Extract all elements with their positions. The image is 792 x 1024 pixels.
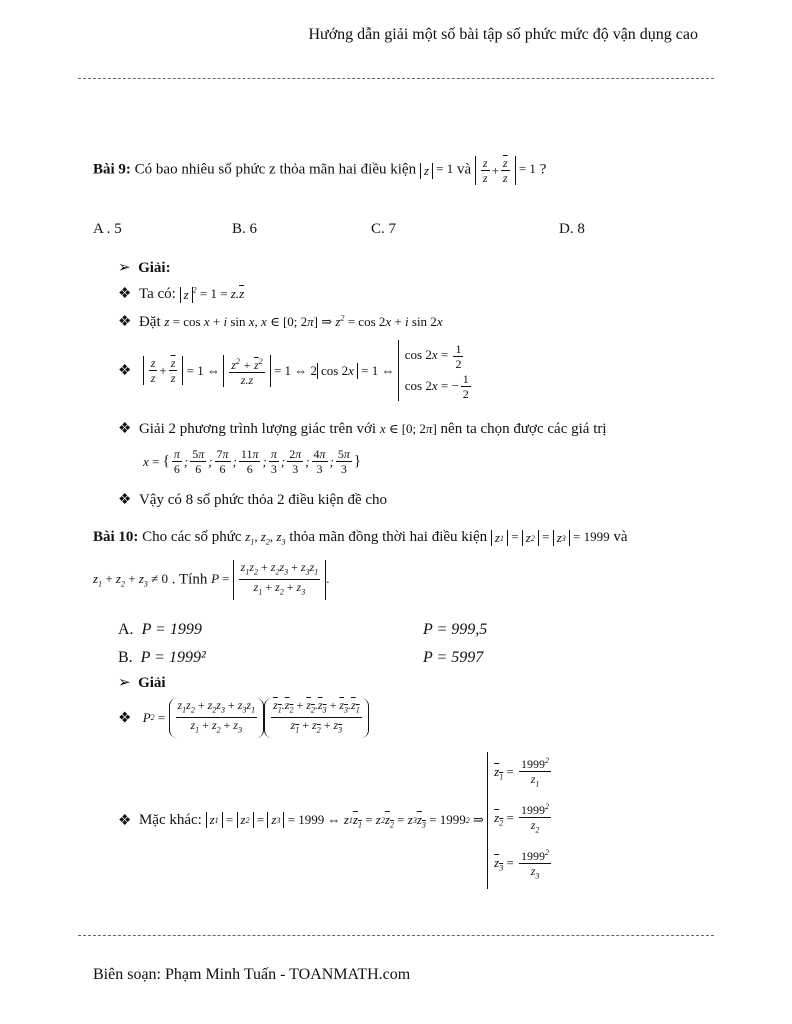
footer-divider (78, 935, 714, 936)
bai10-option-c: P = 999,5 (423, 621, 488, 638)
bai9-step5: ❖ Vậy có 8 số phức thỏa 2 điều kiện đề cho (118, 492, 388, 508)
bai9-cond2: $\frac{z}{z}$ + $\frac{\overline{z}}{z}$ = 1 (475, 161, 536, 176)
bai9-qmark: ? (539, 161, 547, 178)
bai10-option-d: P = 5997 (423, 649, 484, 666)
bai9-step1: ❖ Ta có: z $^2 = 1 = z.\overline{z}$ (118, 285, 245, 303)
bai10-solution-heading: ➢ Giải (118, 675, 166, 691)
bai9-option-c: C. 7 (371, 221, 397, 237)
diamond-bullet-icon: ❖ (118, 812, 132, 829)
diamond-bullet-icon: ❖ (118, 421, 132, 437)
page-header-title: Hướng dẫn giải một số bài tập số phức mức độ vận dụng cao (308, 26, 698, 43)
diamond-bullet-icon: ❖ (118, 492, 132, 508)
footer-text: Biên soạn: Phạm Minh Tuấn - TOANMATH.com (93, 966, 411, 983)
bai9-step3: ❖ $\frac{z}{z}$ + $\frac{\overline{z}}{z}$ = 1 ⇔ $\frac{z^2 + \overline{z}^2}{z.\overline{z}}$ = 1 ⇔ 2 cos 2 x = 1 ⇔ cos 2x = $\frac{1}{2}$ cos 2x = − $\frac{1}{2}$ (118, 340, 473, 401)
bai9-cond1: z = 1 (420, 161, 453, 176)
bai9-label: Bài 9: (93, 161, 131, 178)
bai9-step2: ❖ Đặt z = cos x + i sin x, x ∈ [0; 2π] ⇒ $z^2 = \cos 2x + i$ sin 2x (118, 313, 443, 330)
arrow-bullet-icon: ➢ (118, 675, 131, 691)
bai9-text: Có bao nhiêu số phức z thỏa mãn hai điều kiện (134, 161, 417, 178)
bai10-question-line2: $z_1 + z_2 + z_3 \ne 0$ . Tính P = $\frac{z_1z_2 + z_2z_3 + z_3z_1}{z_1 + z_2 + z_3}$ . (93, 560, 329, 600)
bai10-option-a: A. P = 1999 (118, 621, 202, 638)
bai9-question (93, 156, 546, 185)
bai10-step1: ❖ P 2 = $\frac{z_1z_2 + z_2z_3 + z_3z_1}{z_1 + z_2 + z_3}$ $\frac{z_1.z_2 + z_2.z_3 + z_3.z_1}{z_1 + z_2 + z_3}$ (118, 698, 369, 738)
bai10-option-b: B. P = 1999² (118, 649, 206, 666)
bai9-option-d: D. 8 (559, 221, 585, 237)
bai10-step2: ❖ Mặc khác: z 1 = z 2 = z 3 = 1999 ⇔ z 1 $z_1$ = z 2 $z_2$ = z 3 $z_3$ = 1999 2 ⇒ $z_1$ = $\frac{1999^2}{z_1}$ $z_2$ = $\frac{1999^2}{z_2}$ $z_3$ = $\frac{1999^2}{z_3}$ (118, 752, 553, 889)
diamond-bullet-icon: ❖ (118, 710, 132, 727)
bai9-and: và (456, 161, 472, 178)
bai9-option-b: B. 6 (232, 221, 258, 237)
diamond-bullet-icon: ❖ (118, 286, 132, 302)
bai9-option-a: A . 5 (93, 221, 122, 237)
arrow-bullet-icon: ➢ (118, 260, 131, 276)
bai9-solution-heading: ➢ Giải: (118, 260, 171, 276)
bai9-solution-set: x = { $\frac{\pi}{6}$ ; $\frac{5\pi}{6}$ ; $\frac{7\pi}{6}$ ; $\frac{11\pi}{6}$ ; $\frac{\pi}{3}$ ; $\frac{2\pi}{3}$ ; $\frac{4\pi}{3}$ ; $\frac{5\pi}{3}$ } (143, 447, 362, 476)
header-divider (78, 78, 714, 79)
bai10-question: Bài 10: Cho các số phức $z_1$, $z_2$, $z_3$ thỏa mãn đồng thời hai điều kiện z 1 = z 2 = z 3 = 1999 và (93, 529, 628, 547)
diamond-bullet-icon: ❖ (118, 314, 132, 330)
diamond-bullet-icon: ❖ (118, 363, 132, 380)
bai9-step4: ❖ Giải 2 phương trình lượng giác trên với x ∈ [0; 2π] nên ta chọn được các giá trị (118, 421, 607, 437)
